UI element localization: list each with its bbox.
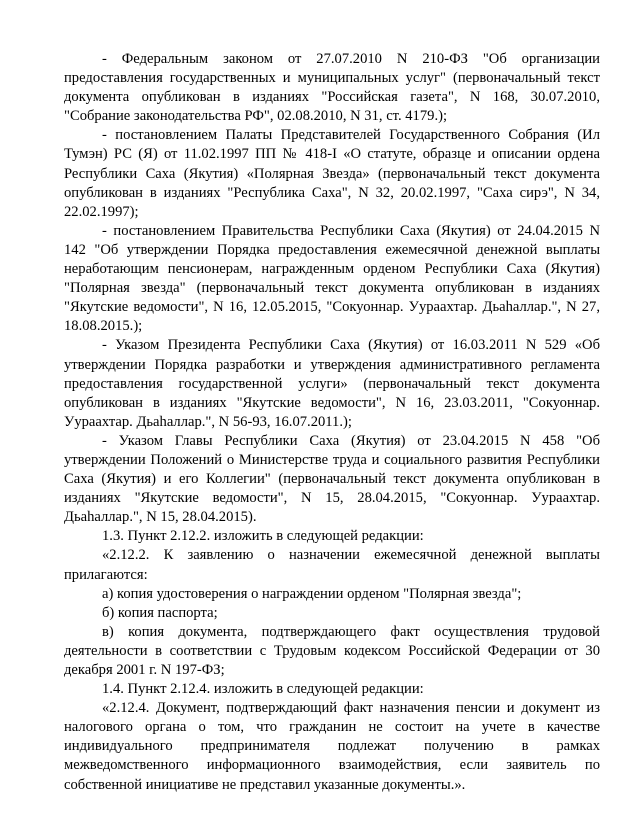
paragraph-head-decree-458: - Указом Главы Республики Саха (Якутия) от 23.04.2015 N 458 "Об утверждении Положений о Министерстве труда и социального развития Республики Саха (Якутия) и его Коллегии" (первоначальный текст документа опубликован в изданиях "Якутские ведомости", N 15, 28.04.2015, "Сокуоннар. Уураахтар. Дьаһаллар.", N 15, 28.04.2015). (64, 432, 600, 526)
paragraph-government-resolution-142: - постановлением Правительства Республики Саха (Якутия) от 24.04.2015 N 142 "Об утверждении Порядка предоставления ежемесячной денежной выплаты неработающим пенсионерам, награжденным орденом Республики Саха (Якутия) "Полярная звезда" (первоначальный текст документа опубликован в изданиях "Якутские ведомости", N 16, 12.05.2015, "Сокуоннар. Уураахтар. Дьаһаллар.", N 27, 18.08.2015.); (64, 222, 600, 335)
paragraph-president-decree-529: - Указом Президента Республики Саха (Якутия) от 16.03.2011 N 529 «Об утверждении Порядка разработки и утверждения административного регламента предоставления государственной услуги» (первоначальный текст документа опубликован в изданиях "Якутские ведомости", N 16, 23.03.2011, "Сокуоннар. Уураахтар. Дьаһаллар.", N 56-93, 16.07.2011.); (64, 337, 600, 430)
paragraph-clause-2-12-2: «2.12.2. К заявлению о назначении ежемесячной денежной выплаты прилагаются: (64, 547, 600, 583)
paragraph-item-a: а) копия удостоверения о награждении орденом "Полярная звезда"; (102, 585, 522, 602)
paragraph-section-1-3: 1.3. Пункт 2.12.2. изложить в следующей редакции: (102, 528, 424, 545)
paragraph-section-1-4: 1.4. Пункт 2.12.4. изложить в следующей редакции: (102, 681, 424, 698)
paragraph-item-v: в) копия документа, подтверждающего факт осуществления трудовой деятельности в соответствии с Трудовым кодексом Российской Федерации от 30 декабря 2001 г. N 197-ФЗ; (64, 623, 600, 678)
paragraph-federal-law-210: - Федеральным законом от 27.07.2010 N 210-ФЗ "Об организации предоставления государственных и муниципальных услуг" (первоначальный текст документа опубликован в изданиях "Российская газета", N 168, 30.07.2010, "Собрание законодательства РФ", 02.08.2010, N 31, ст. 4179.); (64, 51, 600, 125)
paragraph-item-b: б) копия паспорта; (102, 604, 218, 621)
paragraph-il-tumen-resolution: - постановлением Палаты Представителей Государственного Собрания (Ил Тумэн) РС (Я) от 11.02.1997 ПП № 418-I «О статуте, образце и описании ордена Республики Саха (Якутия) «Полярная Звезда» (первоначальный текст документа опубликован в изданиях "Республика Саха", N 32, 20.02.1997, "Саха сирэ", N 34, 22.02.1997); (64, 127, 600, 220)
paragraph-clause-2-12-4: «2.12.4. Документ, подтверждающий факт назначения пенсии и документ из налогового органа о том, что гражданин не состоит на учете в качестве индивидуального предпринимателя подлежат получению в рамках межведомственного информационного взаимодействия, если заявитель по собственной инициативе не представил указанные документы.». (64, 700, 600, 793)
